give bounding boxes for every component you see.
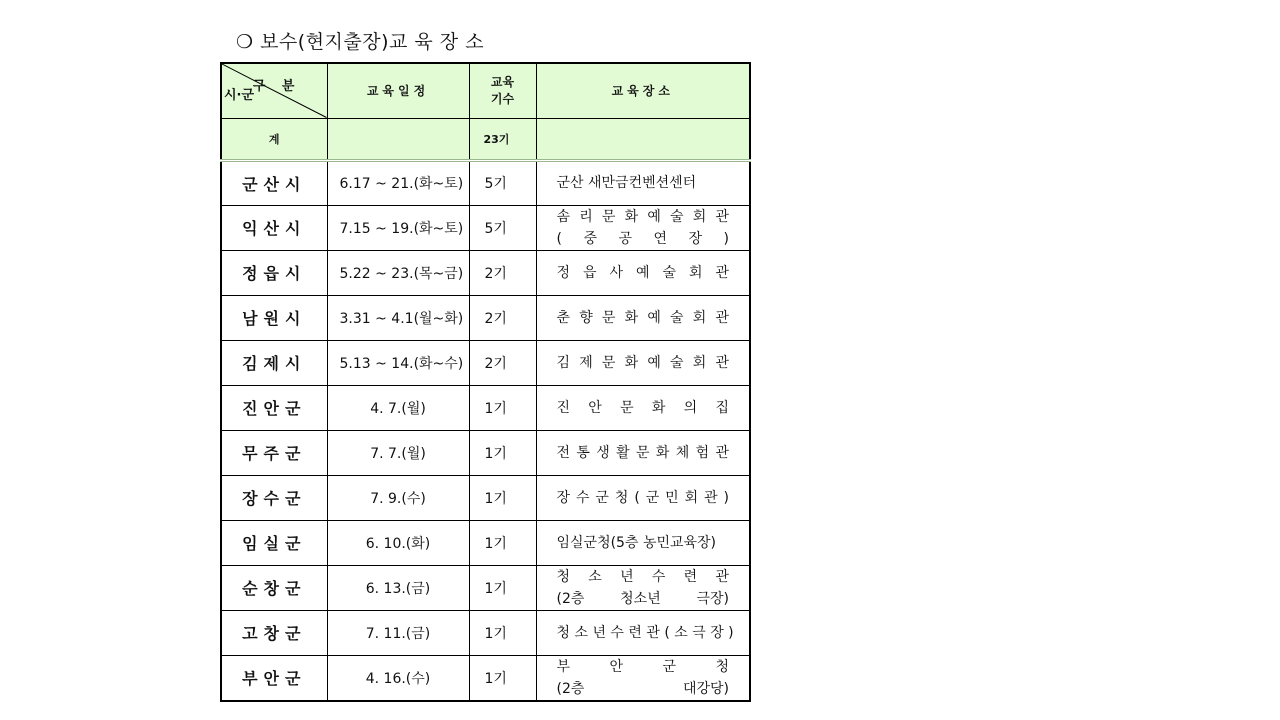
session-count: 1기 — [469, 475, 536, 520]
education-place-line: 춘 향 문 화 예 술 회 관 — [556, 309, 729, 326]
region-name: 군산시 — [221, 160, 327, 205]
education-date: 4. 7.(월) — [327, 385, 469, 430]
session-count: 1기 — [469, 385, 536, 430]
session-count: 5기 — [469, 160, 536, 205]
education-place-line: 솜 리 문 화 예 술 회 관 — [556, 208, 729, 225]
count-header-line1: 교육 — [490, 74, 515, 89]
education-date: 7. 7.(월) — [327, 430, 469, 475]
education-place — [536, 520, 750, 565]
table-row — [221, 430, 750, 475]
region-name: 순창군 — [221, 565, 327, 610]
table-row — [221, 295, 750, 340]
session-count: 1기 — [469, 655, 536, 701]
education-date: 6.17 ~ 21.(화~토) — [327, 160, 469, 205]
corner-header-top-label: 구 분 — [252, 79, 301, 94]
corner-header-bottom-label: 시·군 — [224, 87, 255, 103]
table-row — [221, 565, 750, 610]
education-place — [536, 205, 750, 250]
table-row — [221, 340, 750, 385]
education-place — [536, 475, 750, 520]
table-row — [221, 520, 750, 565]
education-date: 6. 10.(화) — [327, 520, 469, 565]
session-count: 2기 — [469, 340, 536, 385]
region-name: 진안군 — [221, 385, 327, 430]
education-place — [536, 565, 750, 610]
education-date: 7. 11.(금) — [327, 610, 469, 655]
education-place — [536, 655, 750, 701]
education-place-line: 청 소 년 수 련 관 ( 소 극 장 ) — [556, 624, 734, 641]
total-place-cell — [536, 118, 750, 160]
education-place-line: (2층 청소년 극장) — [556, 590, 729, 607]
region-name: 임실군 — [221, 520, 327, 565]
count-header — [469, 63, 536, 118]
corner-header-cell — [221, 63, 327, 118]
education-place-line: 정 읍 사 예 술 회 관 — [556, 264, 729, 281]
education-date: 5.22 ~ 23.(목~금) — [327, 250, 469, 295]
table-row — [221, 610, 750, 655]
page-title: ❍ 보수(현지출장)교 육 장 소 — [236, 31, 485, 53]
education-date: 7. 9.(수) — [327, 475, 469, 520]
education-place — [536, 430, 750, 475]
education-date: 5.13 ~ 14.(화~수) — [327, 340, 469, 385]
session-count: 5기 — [469, 205, 536, 250]
table-row — [221, 475, 750, 520]
education-place-line: 군산 새만금컨벤션센터 — [556, 175, 697, 191]
region-name: 정읍시 — [221, 250, 327, 295]
education-place-line: 임실군청(5층 농민교육장) — [556, 534, 717, 551]
education-place-line: 청 소 년 수 련 관 — [556, 568, 729, 585]
region-name: 익산시 — [221, 205, 327, 250]
schedule-header: 교육일정 — [327, 63, 469, 118]
table-row — [221, 205, 750, 250]
region-name: 고창군 — [221, 610, 327, 655]
region-name: 부안군 — [221, 655, 327, 701]
session-count: 2기 — [469, 250, 536, 295]
education-date: 7.15 ~ 19.(화~토) — [327, 205, 469, 250]
total-label: 계 — [221, 118, 327, 160]
education-place — [536, 295, 750, 340]
table-row — [221, 655, 750, 701]
session-count: 1기 — [469, 520, 536, 565]
education-place-line: 진 안 문 화 의 집 — [556, 399, 729, 416]
session-count: 1기 — [469, 430, 536, 475]
session-count: 1기 — [469, 565, 536, 610]
education-date: 4. 16.(수) — [327, 655, 469, 701]
education-place — [536, 610, 750, 655]
education-place-line: 전 통 생 활 문 화 체 험 관 — [556, 444, 729, 461]
total-count: 23기 — [469, 118, 536, 160]
education-place — [536, 340, 750, 385]
education-place — [536, 160, 750, 205]
education-place-line: ( 중 공 연 장 ) — [556, 230, 729, 247]
header-row — [221, 63, 750, 118]
session-count: 2기 — [469, 295, 536, 340]
education-place-line: 김 제 문 화 예 술 회 관 — [556, 354, 729, 371]
table-row — [221, 160, 750, 205]
education-place-line: 부 안 군 청 — [556, 658, 729, 675]
place-header: 교육장소 — [536, 63, 750, 118]
table-row — [221, 385, 750, 430]
total-row — [221, 118, 750, 160]
education-place — [536, 385, 750, 430]
region-name: 남원시 — [221, 295, 327, 340]
education-venue-table — [220, 62, 751, 702]
session-count: 1기 — [469, 610, 536, 655]
education-date: 3.31 ~ 4.1(월~화) — [327, 295, 469, 340]
region-name: 무주군 — [221, 430, 327, 475]
table-row — [221, 250, 750, 295]
education-place-line: (2층 대강당) — [556, 680, 729, 697]
education-place — [536, 250, 750, 295]
region-name: 장수군 — [221, 475, 327, 520]
total-schedule-cell — [327, 118, 469, 160]
education-place-line: 장 수 군 청 ( 군 민 회 관 ) — [556, 489, 729, 506]
region-name: 김제시 — [221, 340, 327, 385]
count-header-line2: 기수 — [490, 91, 515, 106]
education-date: 6. 13.(금) — [327, 565, 469, 610]
